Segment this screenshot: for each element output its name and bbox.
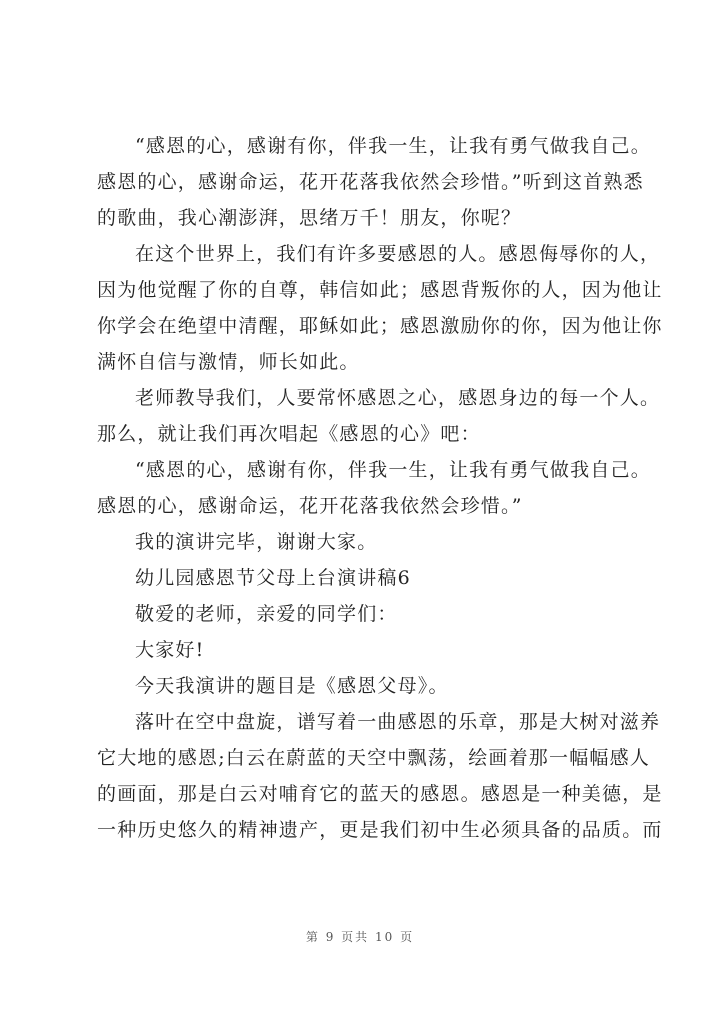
text-line: 落叶在空中盘旋，谱写着一曲感恩的乐章，那是大树对滋养 bbox=[135, 711, 661, 733]
text-line: 大家好! bbox=[135, 639, 205, 661]
page-number: 第 9 页共 10 页 bbox=[305, 930, 415, 944]
text-line: 老师教导我们，人要常怀感恩之心，感恩身边的每一个人。 bbox=[135, 387, 661, 409]
text-line: 的画面，那是白云对哺育它的蓝天的感恩。感恩是一种美德，是 bbox=[97, 783, 663, 805]
text-line: 那么，就让我们再次唱起《感恩的心》吧： bbox=[97, 423, 481, 445]
text-line: 我的演讲完毕，谢谢大家。 bbox=[135, 531, 378, 553]
text-line: 幼儿园感恩节父母上台演讲稿6 bbox=[135, 567, 411, 589]
text-line: 你学会在绝望中清醒，耶稣如此；感恩激励你的你，因为他让你 bbox=[97, 315, 663, 337]
text-line: 敬爱的老师，亲爱的同学们： bbox=[135, 603, 398, 625]
text-line: “感恩的心，感谢有你，伴我一生，让我有勇气做我自己。 bbox=[135, 135, 651, 157]
document-body bbox=[97, 128, 663, 848]
text-line: “感恩的心，感谢有你，伴我一生，让我有勇气做我自己。 bbox=[135, 459, 651, 481]
text-line: 感恩的心，感谢命运，花开花落我依然会珍惜。”听到这首熟悉 bbox=[97, 171, 644, 193]
text-line: 感恩的心，感谢命运，花开花落我依然会珍惜。” bbox=[97, 495, 523, 517]
text-line: 它大地的感恩;白云在蔚蓝的天空中飘荡，绘画着那一幅幅感人 bbox=[97, 747, 651, 769]
text-line: 的歌曲，我心潮澎湃，思绪万千！朋友，你呢？ bbox=[97, 207, 522, 229]
text-line: 满怀自信与激情，师长如此。 bbox=[97, 351, 360, 373]
text-line: 一种历史悠久的精神遗产，更是我们初中生必须具备的品质。而 bbox=[97, 819, 663, 841]
text-line: 今天我演讲的题目是《感恩父母》。 bbox=[135, 675, 449, 697]
text-line: 因为他觉醒了你的自尊，韩信如此；感恩背叛你的人，因为他让 bbox=[97, 279, 663, 301]
text-line: 在这个世界上，我们有许多要感恩的人。感恩侮辱你的人， bbox=[135, 243, 661, 265]
